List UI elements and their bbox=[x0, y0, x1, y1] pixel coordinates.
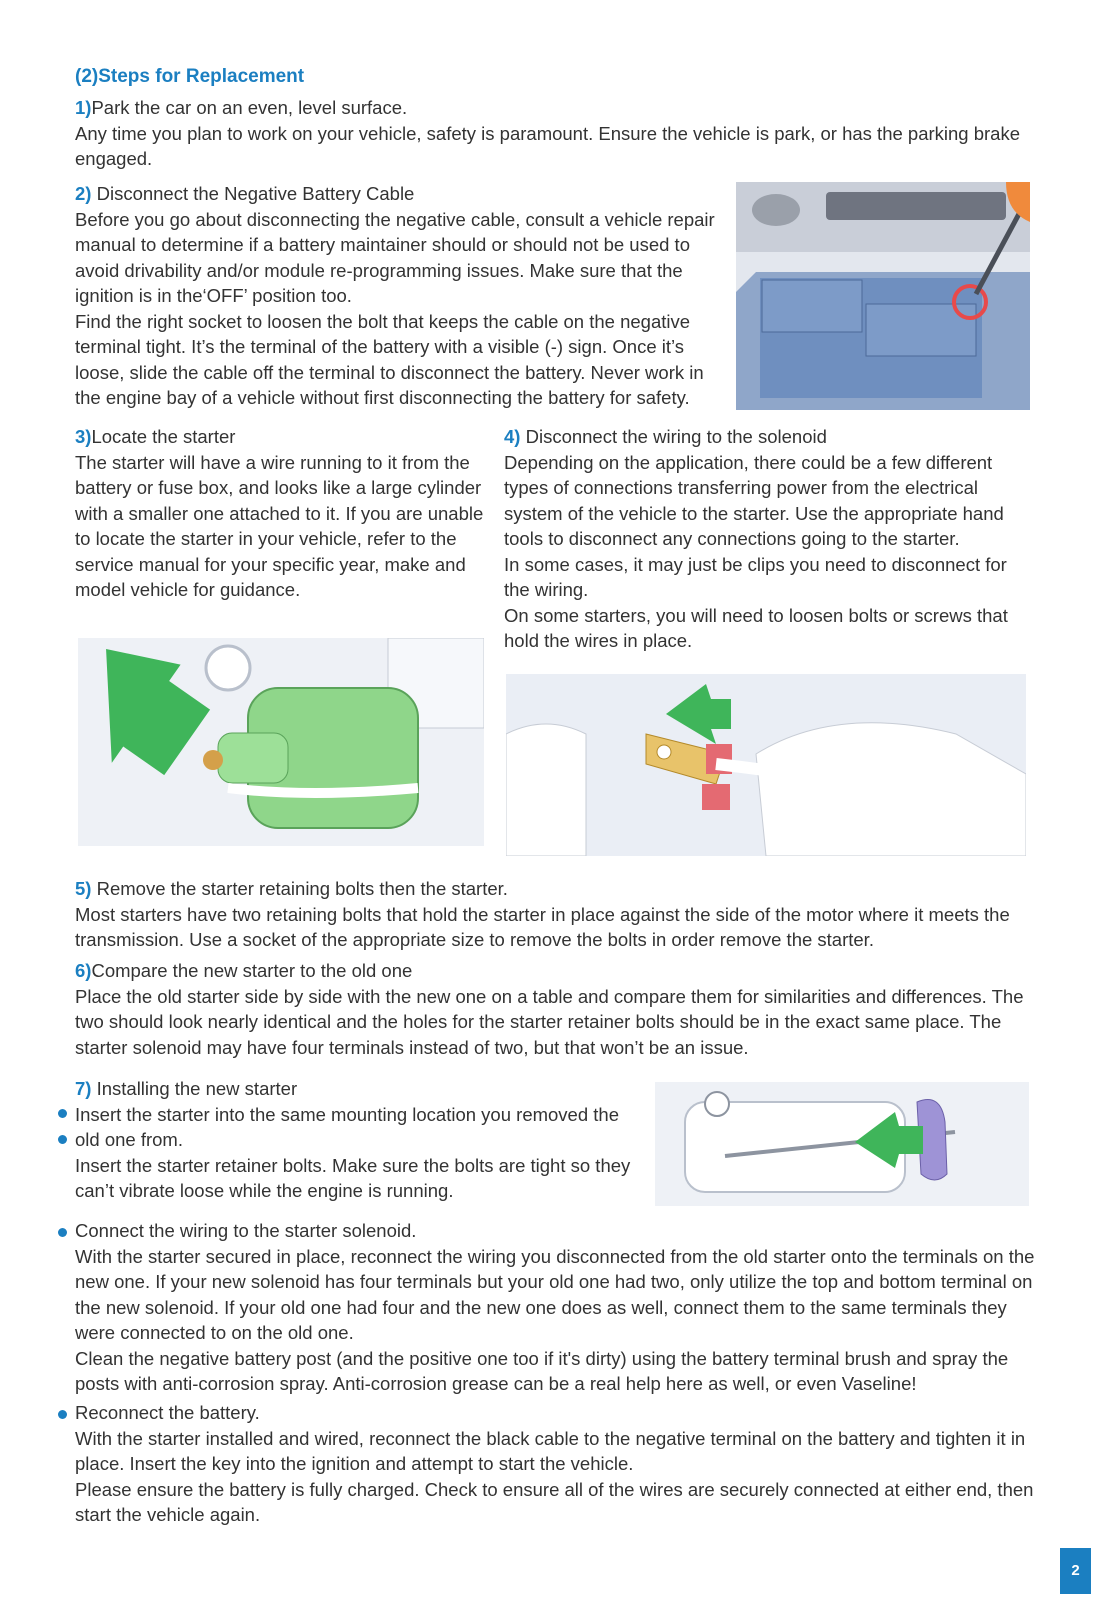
bullet-dot bbox=[58, 1109, 67, 1118]
step-5-title: Remove the starter retaining bolts then the starter. bbox=[91, 878, 508, 899]
step-4-title: Disconnect the wiring to the solenoid bbox=[520, 426, 827, 447]
battery-illustration bbox=[736, 182, 1030, 410]
step-3-title: Locate the starter bbox=[91, 426, 236, 447]
step-2-body-2: Find the right socket to loosen the bolt that keeps the cable on the negative terminal tight. It’s the terminal of the battery with a visible (-) sign. Once it’s loose, slide the cable off the terminal to disconnect the battery. Never work in the engine bay of a vehicle without first disconnecting the battery for safety. bbox=[75, 310, 704, 408]
step-1-body: Any time you plan to work on your vehicle, safety is paramount. Ensure the vehicle is park, or has the parking brake engaged. bbox=[75, 122, 1021, 169]
step-3 bbox=[75, 424, 495, 603]
starter-illustration bbox=[78, 638, 484, 846]
step-1 bbox=[75, 95, 1035, 172]
bullet-3-body-1: With the starter installed and wired, reconnect the black cable to the negative terminal on the battery and tighten it in place. Insert the key into the ignition and attempt to start the vehicle. bbox=[75, 1427, 1026, 1474]
step-7-title: Installing the new starter bbox=[91, 1078, 298, 1099]
step-5 bbox=[75, 876, 1035, 953]
step-4 bbox=[504, 424, 1029, 654]
step-2-body-1: Before you go about disconnecting the negative cable, consult a vehicle repair manual to determine if a battery maintainer should or should not be used to avoid drivability and/or module re-programming issues. Make sure that the ignition is in the‘OFF’ position too. bbox=[75, 208, 715, 306]
step-7-bullet-1: Insert the starter into the same mounting location you removed the old one from. bbox=[75, 1103, 619, 1150]
step-2-title: Disconnect the Negative Battery Cable bbox=[91, 183, 415, 204]
step-6 bbox=[75, 958, 1035, 1060]
bullet-dot bbox=[58, 1135, 67, 1144]
bullet-dot bbox=[58, 1410, 67, 1419]
step-7 bbox=[75, 1076, 635, 1204]
page-number: 2 bbox=[1060, 1548, 1091, 1594]
step-3-number: 3) bbox=[75, 426, 92, 447]
step-4-number: 4) bbox=[504, 426, 521, 447]
bullet-2-body-1: With the starter secured in place, reconnect the wiring you disconnected from the old starter onto the terminals on the new one. If your new solenoid has four terminals but your old one had two, only utilize the top and bottom terminal on the new solenoid. If your old one had four and the new one does as well, connect them to the same terminals they were connected to on the old one. bbox=[75, 1245, 1035, 1343]
bullet-dot bbox=[58, 1228, 67, 1237]
section-title: (2)Steps for Replacement bbox=[75, 66, 305, 87]
bullet-2-title: Connect the wiring to the starter solenoid. bbox=[75, 1220, 417, 1241]
step-5-body: Most starters have two retaining bolts that hold the starter in place against the side of the motor where it meets the transmission. Use a socket of the appropriate size to remove the bolts in order remove the starter. bbox=[75, 903, 1010, 950]
step-2 bbox=[75, 181, 725, 411]
step-6-number: 6) bbox=[75, 960, 92, 981]
step-7-bullet-3 bbox=[75, 1400, 1035, 1528]
step-7-number: 7) bbox=[75, 1078, 92, 1099]
bullet-3-body-2: Please ensure the battery is fully charged. Check to ensure all of the wires are securely connected at either end, then start the vehicle again. bbox=[75, 1478, 1034, 1525]
bullet-3-title: Reconnect the battery. bbox=[75, 1402, 260, 1423]
retainer-bolt-illustration bbox=[655, 1082, 1029, 1206]
step-2-number: 2) bbox=[75, 183, 92, 204]
step-4-body-3: On some starters, you will need to loosen bolts or screws that hold the wires in place. bbox=[504, 604, 1008, 651]
step-1-number: 1) bbox=[75, 97, 92, 118]
step-7-bullet-1-extra: Insert the starter retainer bolts. Make sure the bolts are tight so they can’t vibrate loose while the engine is running. bbox=[75, 1154, 631, 1201]
step-4-body-1: Depending on the application, there could be a few different types of connections transferring power from the electrical system of the vehicle to the starter. Use the appropriate hand tools to disconnect any connections going to the starter. bbox=[504, 451, 1004, 549]
step-4-body-2: In some cases, it may just be clips you need to disconnect for the wiring. bbox=[504, 553, 1007, 600]
step-5-number: 5) bbox=[75, 878, 92, 899]
step-6-title: Compare the new starter to the old one bbox=[91, 960, 413, 981]
solenoid-wiring-illustration bbox=[506, 674, 1026, 856]
step-6-body: Place the old starter side by side with the new one on a table and compare them for similarities and differences. The two should look nearly identical and the holes for the starter retainer bolts should be in the exact same place. The starter solenoid may have four terminals instead of two, but that won’t be an issue. bbox=[75, 985, 1024, 1058]
bullet-2-body-2: Clean the negative battery post (and the positive one too if it's dirty) using the battery terminal brush and spray the posts with anti-corrosion spray. Anti-corrosion grease can be a real help here as well, or even Vaseline! bbox=[75, 1347, 1009, 1394]
step-3-body: The starter will have a wire running to it from the battery or fuse box, and looks like a large cylinder with a smaller one attached to it. If you are unable to locate the starter in your vehicle, refer to the service manual for your specific year, make and model vehicle for guidance. bbox=[75, 451, 484, 600]
step-1-title: Park the car on an even, level surface. bbox=[91, 97, 408, 118]
step-7-bullet-2 bbox=[75, 1218, 1035, 1397]
